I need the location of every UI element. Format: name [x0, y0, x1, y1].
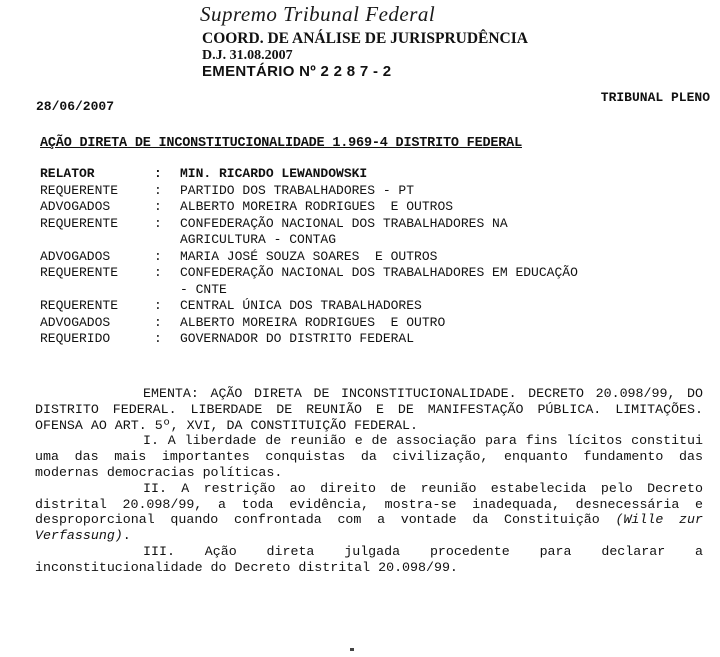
party-role: REQUERENTE	[40, 182, 119, 198]
party-name: MARIA JOSÉ SOUZA SOARES E OUTROS	[180, 248, 438, 264]
parties-list	[40, 166, 578, 348]
party-role: RELATOR	[40, 166, 95, 181]
party-colon: :	[154, 298, 162, 313]
party-role: REQUERENTE	[40, 265, 119, 280]
court-title: Supremo Tribunal Federal	[200, 2, 436, 26]
ementa-summary: EMENTA: AÇÃO DIRETA DE INCONSTITUCIONALIDADE. DECRETO 20.098/99, DO DISTRITO FEDERAL. LIBERDADE DE REUNIÃO E DE MANIFESTAÇÃO PÚBLICA. LIMITAÇÕES. OFENSA AO ART. 5º, XVI, DA CONSTITUIÇÃO FEDERAL.	[35, 386, 703, 433]
case-title: AÇÃO DIRETA DE INCONSTITUCIONALIDADE 1.969-4 DISTRITO FEDERAL	[40, 136, 522, 151]
party-row	[40, 331, 578, 348]
party-name: CENTRAL ÚNICA DOS TRABALHADORES	[180, 298, 422, 313]
party-colon: :	[154, 199, 162, 214]
party-name: MIN. RICARDO LEWANDOWSKI	[180, 166, 368, 181]
ementa-item-1: I. A liberdade de reunião e de associação para fins lícitos constitui uma das mais importantes conquistas da civilização, enquanto fundamento das modernas democracias políticas.	[35, 433, 703, 480]
ementa-item-2-italic: (Wille zur Verfassung)	[35, 512, 703, 544]
party-row	[40, 298, 578, 315]
party-name: PARTIDO DOS TRABALHADORES - PT	[180, 182, 415, 198]
party-role: ADVOGADOS	[40, 199, 111, 214]
party-role: REQUERENTE	[40, 298, 119, 313]
tribunal-body: TRIBUNAL PLENO	[600, 90, 710, 105]
party-name: GOVERNADOR DO DISTRITO FEDERAL	[180, 331, 415, 346]
party-colon: :	[154, 182, 162, 198]
party-name: CONFEDERAÇÃO NACIONAL DOS TRABALHADORES NA AGRICULTURA - CONTAG	[180, 215, 508, 247]
party-row	[40, 183, 578, 200]
party-row	[40, 199, 578, 216]
party-row	[40, 216, 578, 249]
ementa-item-3: III. Ação direta julgada procedente para declarar a inconstitucionalidade do Decreto distrital 20.098/99.	[35, 543, 703, 575]
party-colon: :	[154, 314, 162, 330]
ementa-item-2	[35, 481, 703, 544]
judgment-date: 28/06/2007	[36, 99, 115, 114]
party-role: ADVOGADOS	[40, 248, 111, 264]
ementa-item-2-text: II. A restrição ao direito de reunião estabelecida pelo Decreto distrital 20.098/99, a toda evidência, mostra-se inadequada, desnecessária e desproporcional quando confrontada com a vontade da Constituição	[35, 480, 703, 528]
party-row	[40, 265, 578, 298]
party-row	[40, 315, 578, 332]
party-role: REQUERENTE	[40, 215, 119, 231]
party-colon: :	[154, 166, 162, 181]
party-name: CONFEDERAÇÃO NACIONAL DOS TRABALHADORES EM EDUCAÇÃO - CNTE	[180, 265, 578, 297]
department-heading: COORD. DE ANÁLISE DE JURISPRUDÊNCIA	[202, 30, 528, 47]
party-colon: :	[154, 248, 162, 264]
ementa-item-2-end: .	[122, 528, 131, 544]
party-colon: :	[154, 215, 162, 231]
party-role: ADVOGADOS	[40, 314, 111, 330]
party-name: ALBERTO MOREIRA RODRIGUES E OUTRO	[180, 314, 446, 330]
party-row	[40, 166, 578, 183]
ementa-section	[35, 386, 703, 576]
dj-date: D.J. 31.08.2007	[202, 48, 293, 63]
party-role: REQUERIDO	[40, 331, 111, 346]
party-colon: :	[154, 331, 162, 346]
party-row	[40, 249, 578, 266]
ementario-number: EMENTÁRIO Nº 2 2 8 7 - 2	[202, 63, 392, 80]
party-name: ALBERTO MOREIRA RODRIGUES E OUTROS	[180, 199, 454, 214]
party-colon: :	[154, 265, 162, 280]
page-mark	[350, 648, 354, 651]
